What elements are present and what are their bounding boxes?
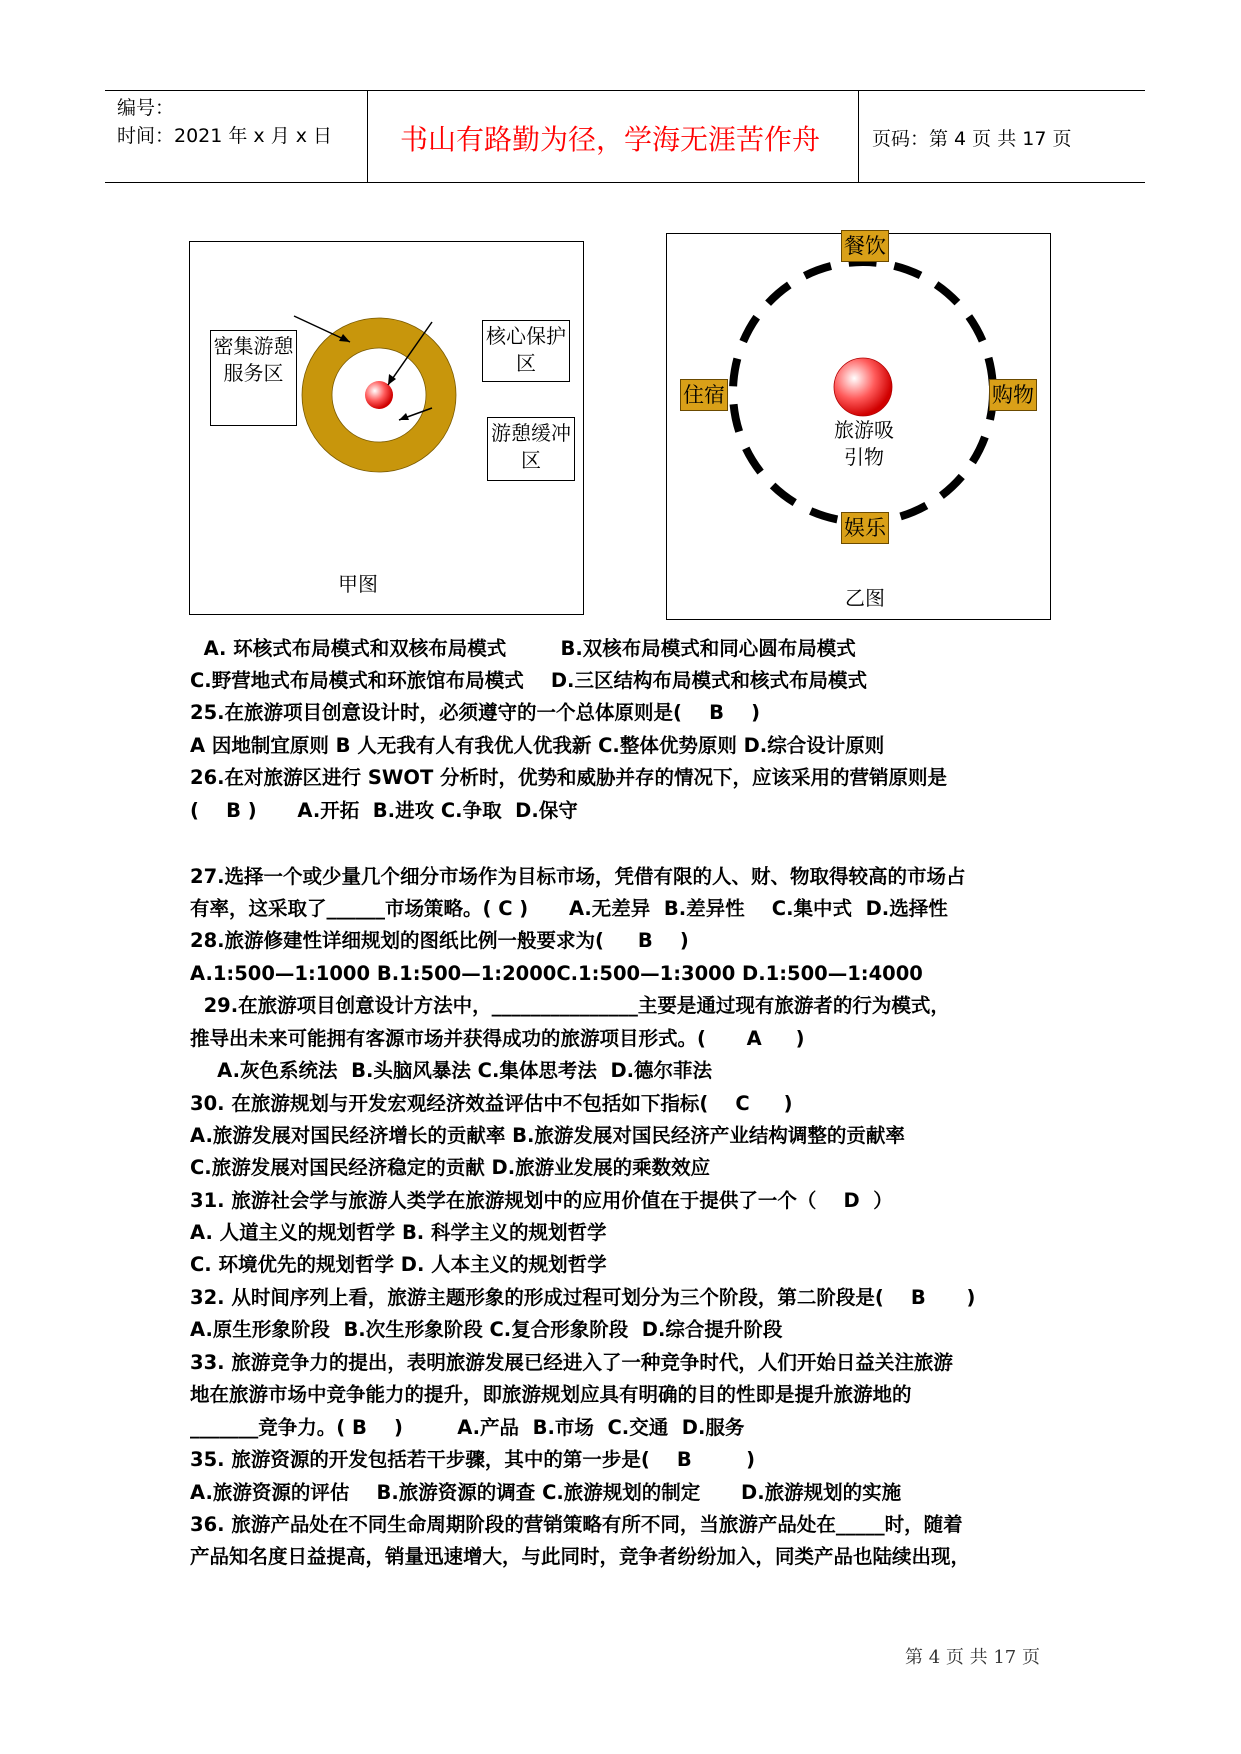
text-line: 产品知名度日益提高，销量迅速增大，与此同时，竞争者纷纷加入，同类产品也陆续出现，	[190, 1545, 971, 1568]
header-divider-left	[367, 90, 368, 182]
lodging-tag: 住宿	[680, 379, 728, 411]
figure-yi-caption: 乙图	[845, 586, 885, 610]
text-line: C.野营地式布局模式和环旅馆布局模式 D.三区结构布局模式和核式布局模式	[190, 669, 867, 692]
text-line: A.灰色系统法 B.头脑风暴法 C.集体思考法 D.德尔菲法	[190, 1059, 713, 1082]
attraction-label: 旅游吸引物	[834, 418, 894, 469]
dense-service-zone-label: 密集游憩服务区	[210, 330, 297, 426]
text-line: 29.在旅游项目创意设计方法中，_______________主要是通过现有旅游者的行为模式，	[190, 994, 950, 1017]
page-footer: 第 4 页 共 17 页	[905, 1647, 1040, 1668]
figure-yi	[666, 233, 1051, 620]
header-top-rule	[105, 90, 1145, 91]
text-line: 33. 旅游竞争力的提出，表明旅游发展已经进入了一种竞争时代，人们开始日益关注旅游	[190, 1351, 953, 1374]
text-line: A.旅游资源的评估 B.旅游资源的调查 C.旅游规划的制定 D.旅游规划的实施	[190, 1481, 902, 1504]
text-line: _______竞争力。( B ) A.产品 B.市场 C.交通 D.服务	[190, 1416, 745, 1439]
catering-tag: 餐饮	[841, 230, 889, 262]
text-line: A 因地制宜原则 B 人无我有人有我优人优我新 C.整体优势原则 D.综合设计原则	[190, 734, 885, 757]
text-line: A. 环核式布局模式和双核布局模式 B.双核布局模式和同心圆布局模式	[190, 637, 856, 660]
core-protection-zone-label: 核心保护区	[482, 320, 570, 382]
header-bottom-rule	[105, 182, 1145, 183]
text-line: 25.在旅游项目创意设计时，必须遵守的一个总体原则是( B )	[190, 701, 761, 724]
shopping-tag: 购物	[989, 379, 1037, 411]
header-divider-right	[858, 90, 859, 182]
text-line: 推导出未来可能拥有客源市场并获得成功的旅游项目形式。( A )	[190, 1027, 805, 1050]
text-line: A.原生形象阶段 B.次生形象阶段 C.复合形象阶段 D.综合提升阶段	[190, 1318, 783, 1341]
text-line: 36. 旅游产品处在不同生命周期阶段的营销策略有所不同，当旅游产品处在_____时，随着	[190, 1513, 963, 1536]
text-line: 31. 旅游社会学与旅游人类学在旅游规划中的应用价值在于提供了一个（ D ）	[190, 1189, 893, 1212]
text-line: 30. 在旅游规划与开发宏观经济效益评估中不包括如下指标( C )	[190, 1092, 793, 1115]
core-zone-circle	[365, 381, 393, 409]
text-line: 有率，这采取了______市场策略。( C ) A.无差异 B.差异性 C.集中式 D.选择性	[190, 897, 948, 920]
text-line: 32. 从时间序列上看，旅游主题形象的形成过程可划分为三个阶段，第二阶段是( B )	[190, 1286, 976, 1309]
text-line: A. 人道主义的规划哲学 B. 科学主义的规划哲学	[190, 1221, 607, 1244]
text-line: 地在旅游市场中竞争能力的提升，即旅游规划应具有明确的目的性即是提升旅游地的	[190, 1383, 912, 1406]
buffer-zone-label: 游憩缓冲区	[487, 417, 575, 481]
text-line: 26.在对旅游区进行 SWOT 分析时，优势和威胁并存的情况下，应该采用的营销原则是	[190, 766, 948, 789]
serial-label: 编号：	[117, 97, 175, 119]
text-line: 35. 旅游资源的开发包括若干步骤，其中的第一步是( B )	[190, 1448, 755, 1471]
figure-jia	[189, 241, 584, 615]
text-line: A.旅游发展对国民经济增长的贡献率 B.旅游发展对国民经济产业结构调整的贡献率	[190, 1124, 905, 1147]
page-info: 页码：第 4 页 共 17 页	[872, 128, 1072, 150]
text-line: ( B ) A.开拓 B.进攻 C.争取 D.保守	[190, 799, 578, 822]
entertainment-tag: 娱乐	[841, 512, 889, 544]
text-line: 27.选择一个或少量几个细分市场作为目标市场，凭借有限的人、财、物取得较高的市场占	[190, 865, 966, 888]
text-line: C.旅游发展对国民经济稳定的贡献 D.旅游业发展的乘数效应	[190, 1156, 711, 1179]
text-line: C. 环境优先的规划哲学 D. 人本主义的规划哲学	[190, 1253, 607, 1276]
header-motto: 书山有路勤为径，学海无涯苦作舟	[399, 123, 820, 156]
text-line: 28.旅游修建性详细规划的图纸比例一般要求为( B )	[190, 929, 689, 952]
time-label: 时间：2021 年 x 月 x 日	[117, 125, 333, 147]
attraction-circle	[834, 358, 892, 416]
figure-jia-caption: 甲图	[338, 572, 378, 596]
text-line: A.1:500—1:1000 B.1:500—1:2000C.1:500—1:3000 D.1:500—1:4000	[190, 962, 923, 985]
